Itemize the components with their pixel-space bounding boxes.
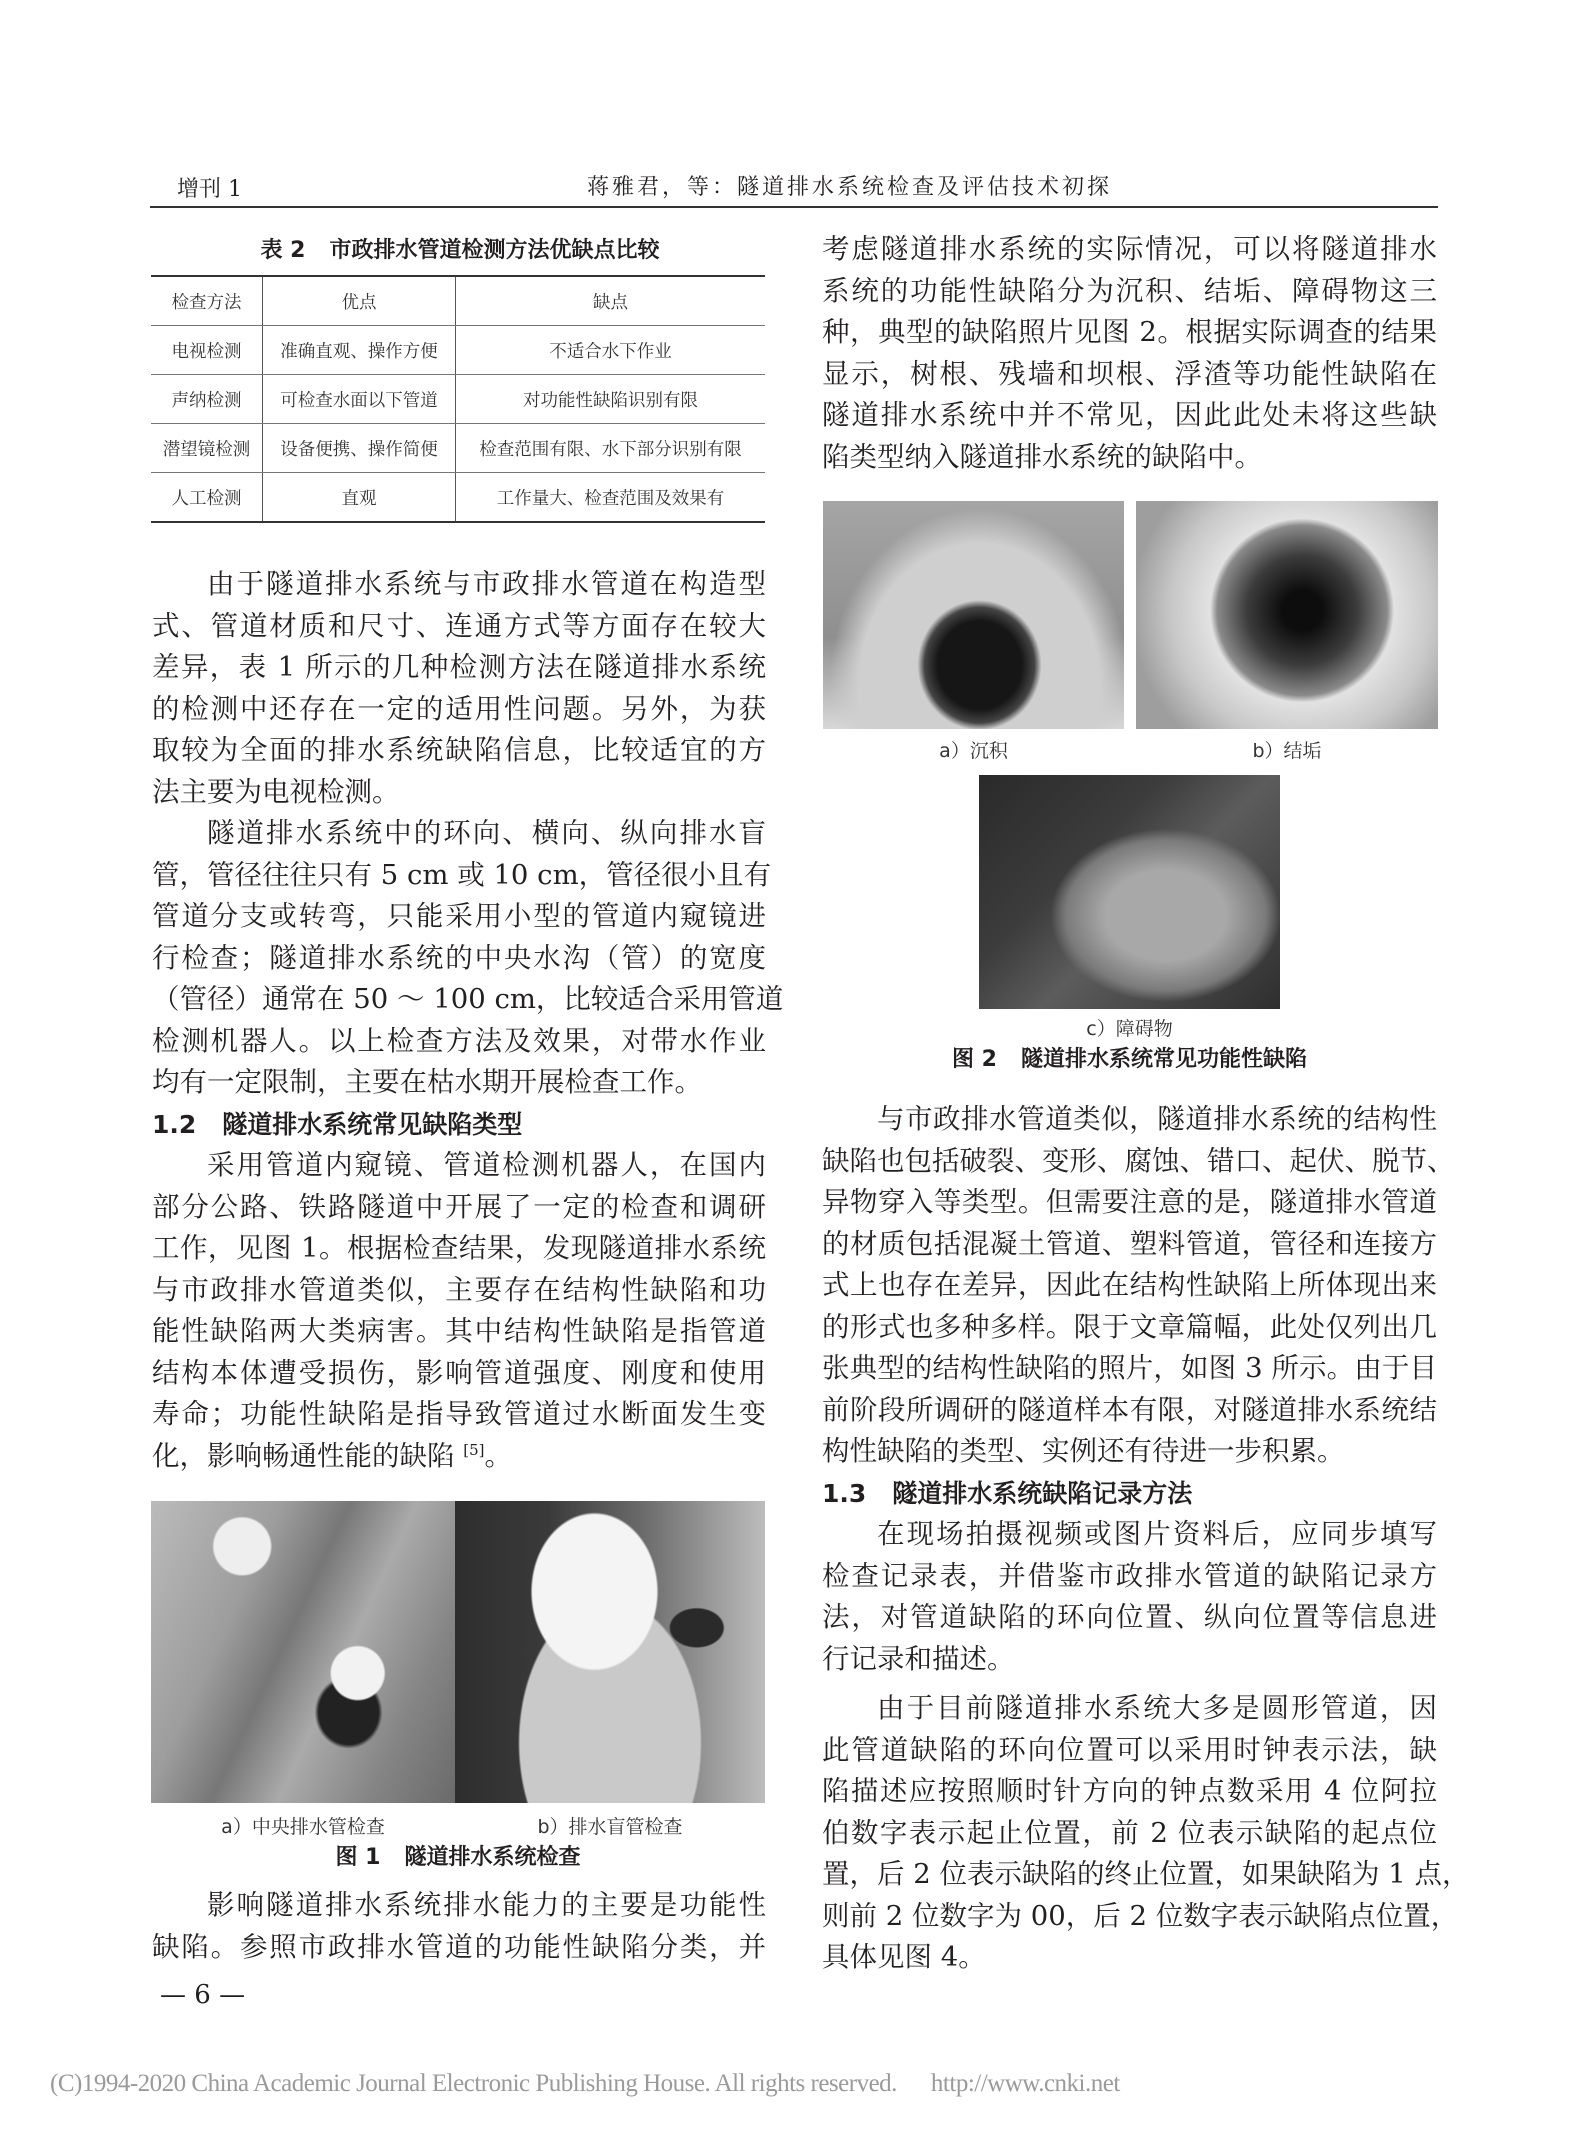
text-line: 的材质包括混凝土管道、塑料管道，管径和连接方 — [822, 1227, 1437, 1260]
text-line: 种，典型的缺陷照片见图 2。根据实际调查的结果 — [822, 316, 1437, 348]
text-line: 隧道排水系统中并不常见，因此此处未将这些缺 — [822, 399, 1437, 431]
table-cell: 可检查水面以下管道 — [263, 375, 456, 424]
column-header: 优点 — [263, 276, 456, 326]
obstruction-defect-photo — [979, 775, 1280, 1009]
text-fragment: 化，影响畅通性能的缺陷 — [152, 1439, 455, 1472]
text-fragment: 。 — [484, 1439, 512, 1472]
text-line: 差异，表 1 所示的几种检测方法在隧道排水系统 — [152, 651, 766, 683]
table-caption-text: 市政排水管道检测方法优缺点比较 — [329, 238, 660, 263]
paragraph — [822, 1514, 1437, 1680]
figure-title-text: 隧道排水系统常见功能性缺陷 — [1020, 1047, 1307, 1072]
figure-title-text: 隧道排水系统检查 — [404, 1845, 581, 1870]
left-column-upper — [152, 564, 784, 1477]
text-line: 缺陷也包括破裂、变形、腐蚀、错口、起伏、脱节、 — [822, 1144, 1455, 1177]
text-line: 式上也存在差异，因此在结构性缺陷上所体现出来 — [822, 1269, 1437, 1301]
text-line: 结构本体遭受损伤，影响管道强度、刚度和使用 — [152, 1356, 766, 1389]
text-line: 与市政排水管道类似，隧道排水系统的结构性 — [877, 1103, 1437, 1135]
table-row — [151, 473, 765, 523]
figure1-subcaption-b: b）排水盲管检查 — [537, 1816, 683, 1838]
figure1-subcaption-a: a）中央排水管检查 — [221, 1816, 385, 1838]
section-title: 隧道排水系统常见缺陷类型 — [222, 1109, 523, 1139]
table-row — [151, 375, 765, 424]
table-cell: 对功能性缺陷识别有限 — [456, 375, 766, 424]
text-line: 法，对管道缺陷的环向位置、纵向位置等信息进 — [822, 1601, 1437, 1633]
table-caption — [150, 233, 770, 264]
table-cell: 不适合水下作业 — [456, 326, 766, 375]
text-line: 寿命；功能性缺陷是指导致管道过水断面发生变 — [152, 1398, 766, 1430]
text-line: 法主要为电视检测。 — [152, 775, 400, 808]
citation-ref[interactable]: [5] — [463, 1440, 485, 1459]
sediment-defect-photo — [823, 501, 1124, 729]
text-line: 影响隧道排水系统排水能力的主要是功能性 — [207, 1889, 766, 1921]
text-line — [152, 1436, 766, 1478]
table-cell: 声纳检测 — [151, 375, 263, 424]
paragraph — [152, 1145, 766, 1477]
copyright-notice — [50, 2070, 1120, 2098]
table-cell: 设备便携、操作简便 — [263, 424, 456, 473]
column-header: 检查方法 — [151, 276, 263, 326]
table-row — [151, 424, 765, 473]
table-caption-number: 表 2 — [260, 238, 306, 263]
section-number: 1.2 — [152, 1109, 197, 1139]
text-line: 张典型的结构性缺陷的照片，如图 3 所示。由于目 — [822, 1352, 1437, 1384]
text-line: 考虑隧道排水系统的实际情况，可以将隧道排水 — [822, 233, 1437, 265]
page-number: — 6 — — [160, 1980, 246, 2010]
text-line: 由于隧道排水系统与市政排水管道在构造型 — [207, 568, 766, 600]
scaling-defect-photo — [1136, 501, 1438, 729]
text-line: 行检查；隧道排水系统的中央水沟（管）的宽度 — [152, 941, 766, 974]
table-cell: 工作量大、检查范围及效果有 — [456, 473, 766, 523]
left-column-lower — [152, 1885, 766, 1968]
text-line: 的形式也多种多样。限于文章篇幅，此处仅列出几 — [822, 1310, 1437, 1343]
text-line: 由于目前隧道排水系统大多是圆形管道，因 — [877, 1692, 1437, 1724]
figure2-title — [822, 1042, 1437, 1073]
text-line: 式、管道材质和尺寸、连通方式等方面存在较大 — [152, 609, 766, 642]
text-line: 陷描述应按照顺时针方向的钟点数采用 4 位阿拉 — [822, 1775, 1437, 1807]
text-line: 行记录和描述。 — [822, 1642, 1015, 1675]
figure2-subcaption-c: c）障碍物 — [1086, 1018, 1173, 1040]
copyright-text: (C)1994-2020 China Academic Journal Electronic Publishing House. All rights reserved. — [50, 2070, 897, 2097]
text-line: 部分公路、铁路隧道中开展了一定的检查和调研 — [152, 1190, 766, 1223]
table-cell: 检查范围有限、水下部分识别有限 — [456, 424, 766, 473]
column-header: 缺点 — [456, 276, 766, 326]
table-cell: 潜望镜检测 — [151, 424, 263, 473]
table-cell: 人工检测 — [151, 473, 263, 523]
text-line: 的检测中还存在一定的适用性问题。另外，为获 — [152, 692, 766, 725]
comparison-table — [151, 275, 765, 523]
text-line: 取较为全面的排水系统缺陷信息，比较适宜的方 — [152, 734, 766, 766]
blind-pipe-inspection-photo — [455, 1501, 765, 1803]
paragraph — [822, 1688, 1470, 1979]
figure-number: 图 2 — [952, 1047, 997, 1072]
text-line: 管道分支或转弯，只能采用小型的管道内窥镜进 — [152, 900, 766, 932]
table-header-row — [151, 276, 765, 326]
text-line: 构性缺陷的类型、实例还有待进一步积累。 — [822, 1435, 1345, 1467]
table-cell: 准确直观、操作方便 — [263, 326, 456, 375]
paragraph — [152, 813, 784, 1104]
text-line: 采用管道内窥镜、管道检测机器人，在国内 — [207, 1149, 766, 1181]
text-line: 检测机器人。以上检查方法及效果，对带水作业 — [152, 1024, 766, 1057]
table-cell: 电视检测 — [151, 326, 263, 375]
text-line: 具体见图 4。 — [822, 1941, 986, 1973]
text-line: 检查记录表，并借鉴市政排水管道的缺陷记录方 — [822, 1559, 1437, 1592]
table-cell: 直观 — [263, 473, 456, 523]
header-rule — [150, 206, 1438, 208]
text-line: 管，管径往往只有 5 cm 或 10 cm，管径很小且有 — [152, 858, 772, 891]
text-line: 则前 2 位数字为 00，后 2 位数字表示缺陷点位置， — [822, 1899, 1459, 1932]
text-line: 显示，树根、残墙和坝根、浮渣等功能性缺陷在 — [822, 357, 1437, 390]
table-row — [151, 326, 765, 375]
figure2-subcaption-a: a）沉积 — [939, 740, 1008, 762]
right-column-lower — [822, 1099, 1470, 1979]
text-line: 伯数字表示起止位置，前 2 位表示缺陷的起点位 — [822, 1816, 1437, 1849]
text-line: 能性缺陷两大类病害。其中结构性缺陷是指管道 — [152, 1315, 766, 1347]
text-line: 在现场拍摄视频或图片资料后，应同步填写 — [877, 1518, 1437, 1550]
section-number: 1.3 — [822, 1478, 867, 1508]
journal-issue-label: 增刊 1 — [177, 177, 242, 202]
cnki-link[interactable]: http://www.cnki.net — [930, 2070, 1120, 2097]
paragraph — [152, 564, 766, 813]
text-line: 均有一定限制，主要在枯水期开展检查工作。 — [152, 1066, 702, 1098]
text-line: 缺陷。参照市政排水管道的功能性缺陷分类，并 — [152, 1930, 766, 1963]
section-heading-1-3 — [822, 1473, 1437, 1515]
text-line: 前阶段所调研的隧道样本有限，对隧道排水系统结 — [822, 1393, 1437, 1426]
central-drain-inspection-photo — [151, 1501, 455, 1803]
right-column-upper — [822, 229, 1437, 478]
text-line: 此管道缺陷的环向位置可以采用时钟表示法，缺 — [822, 1733, 1437, 1766]
text-line: 异物穿入等类型。但需要注意的是，隧道排水管道 — [822, 1186, 1437, 1218]
text-line: 隧道排水系统中的环向、横向、纵向排水盲 — [207, 817, 766, 849]
running-title: 蒋雅君，等：隧道排水系统检查及评估技术初探 — [587, 175, 1113, 200]
text-line: 置，后 2 位表示缺陷的终止位置，如果缺陷为 1 点， — [822, 1858, 1470, 1890]
text-line: （管径）通常在 50 ～ 100 cm，比较适合采用管道 — [152, 983, 784, 1015]
paragraph — [822, 1099, 1455, 1473]
section-title: 隧道排水系统缺陷记录方法 — [892, 1478, 1193, 1508]
section-heading-1-2 — [152, 1104, 766, 1146]
text-line: 工作，见图 1。根据检查结果，发现隧道排水系统 — [152, 1232, 766, 1264]
text-line: 与市政排水管道类似，主要存在结构性缺陷和功 — [152, 1273, 766, 1306]
figure-number: 图 1 — [335, 1845, 381, 1870]
figure2-subcaption-b: b）结垢 — [1252, 740, 1322, 762]
figure1-title — [151, 1840, 765, 1871]
text-line: 陷类型纳入隧道排水系统的缺陷中。 — [822, 440, 1262, 473]
text-line: 系统的功能性缺陷分为沉积、结垢、障碍物这三 — [822, 274, 1437, 307]
